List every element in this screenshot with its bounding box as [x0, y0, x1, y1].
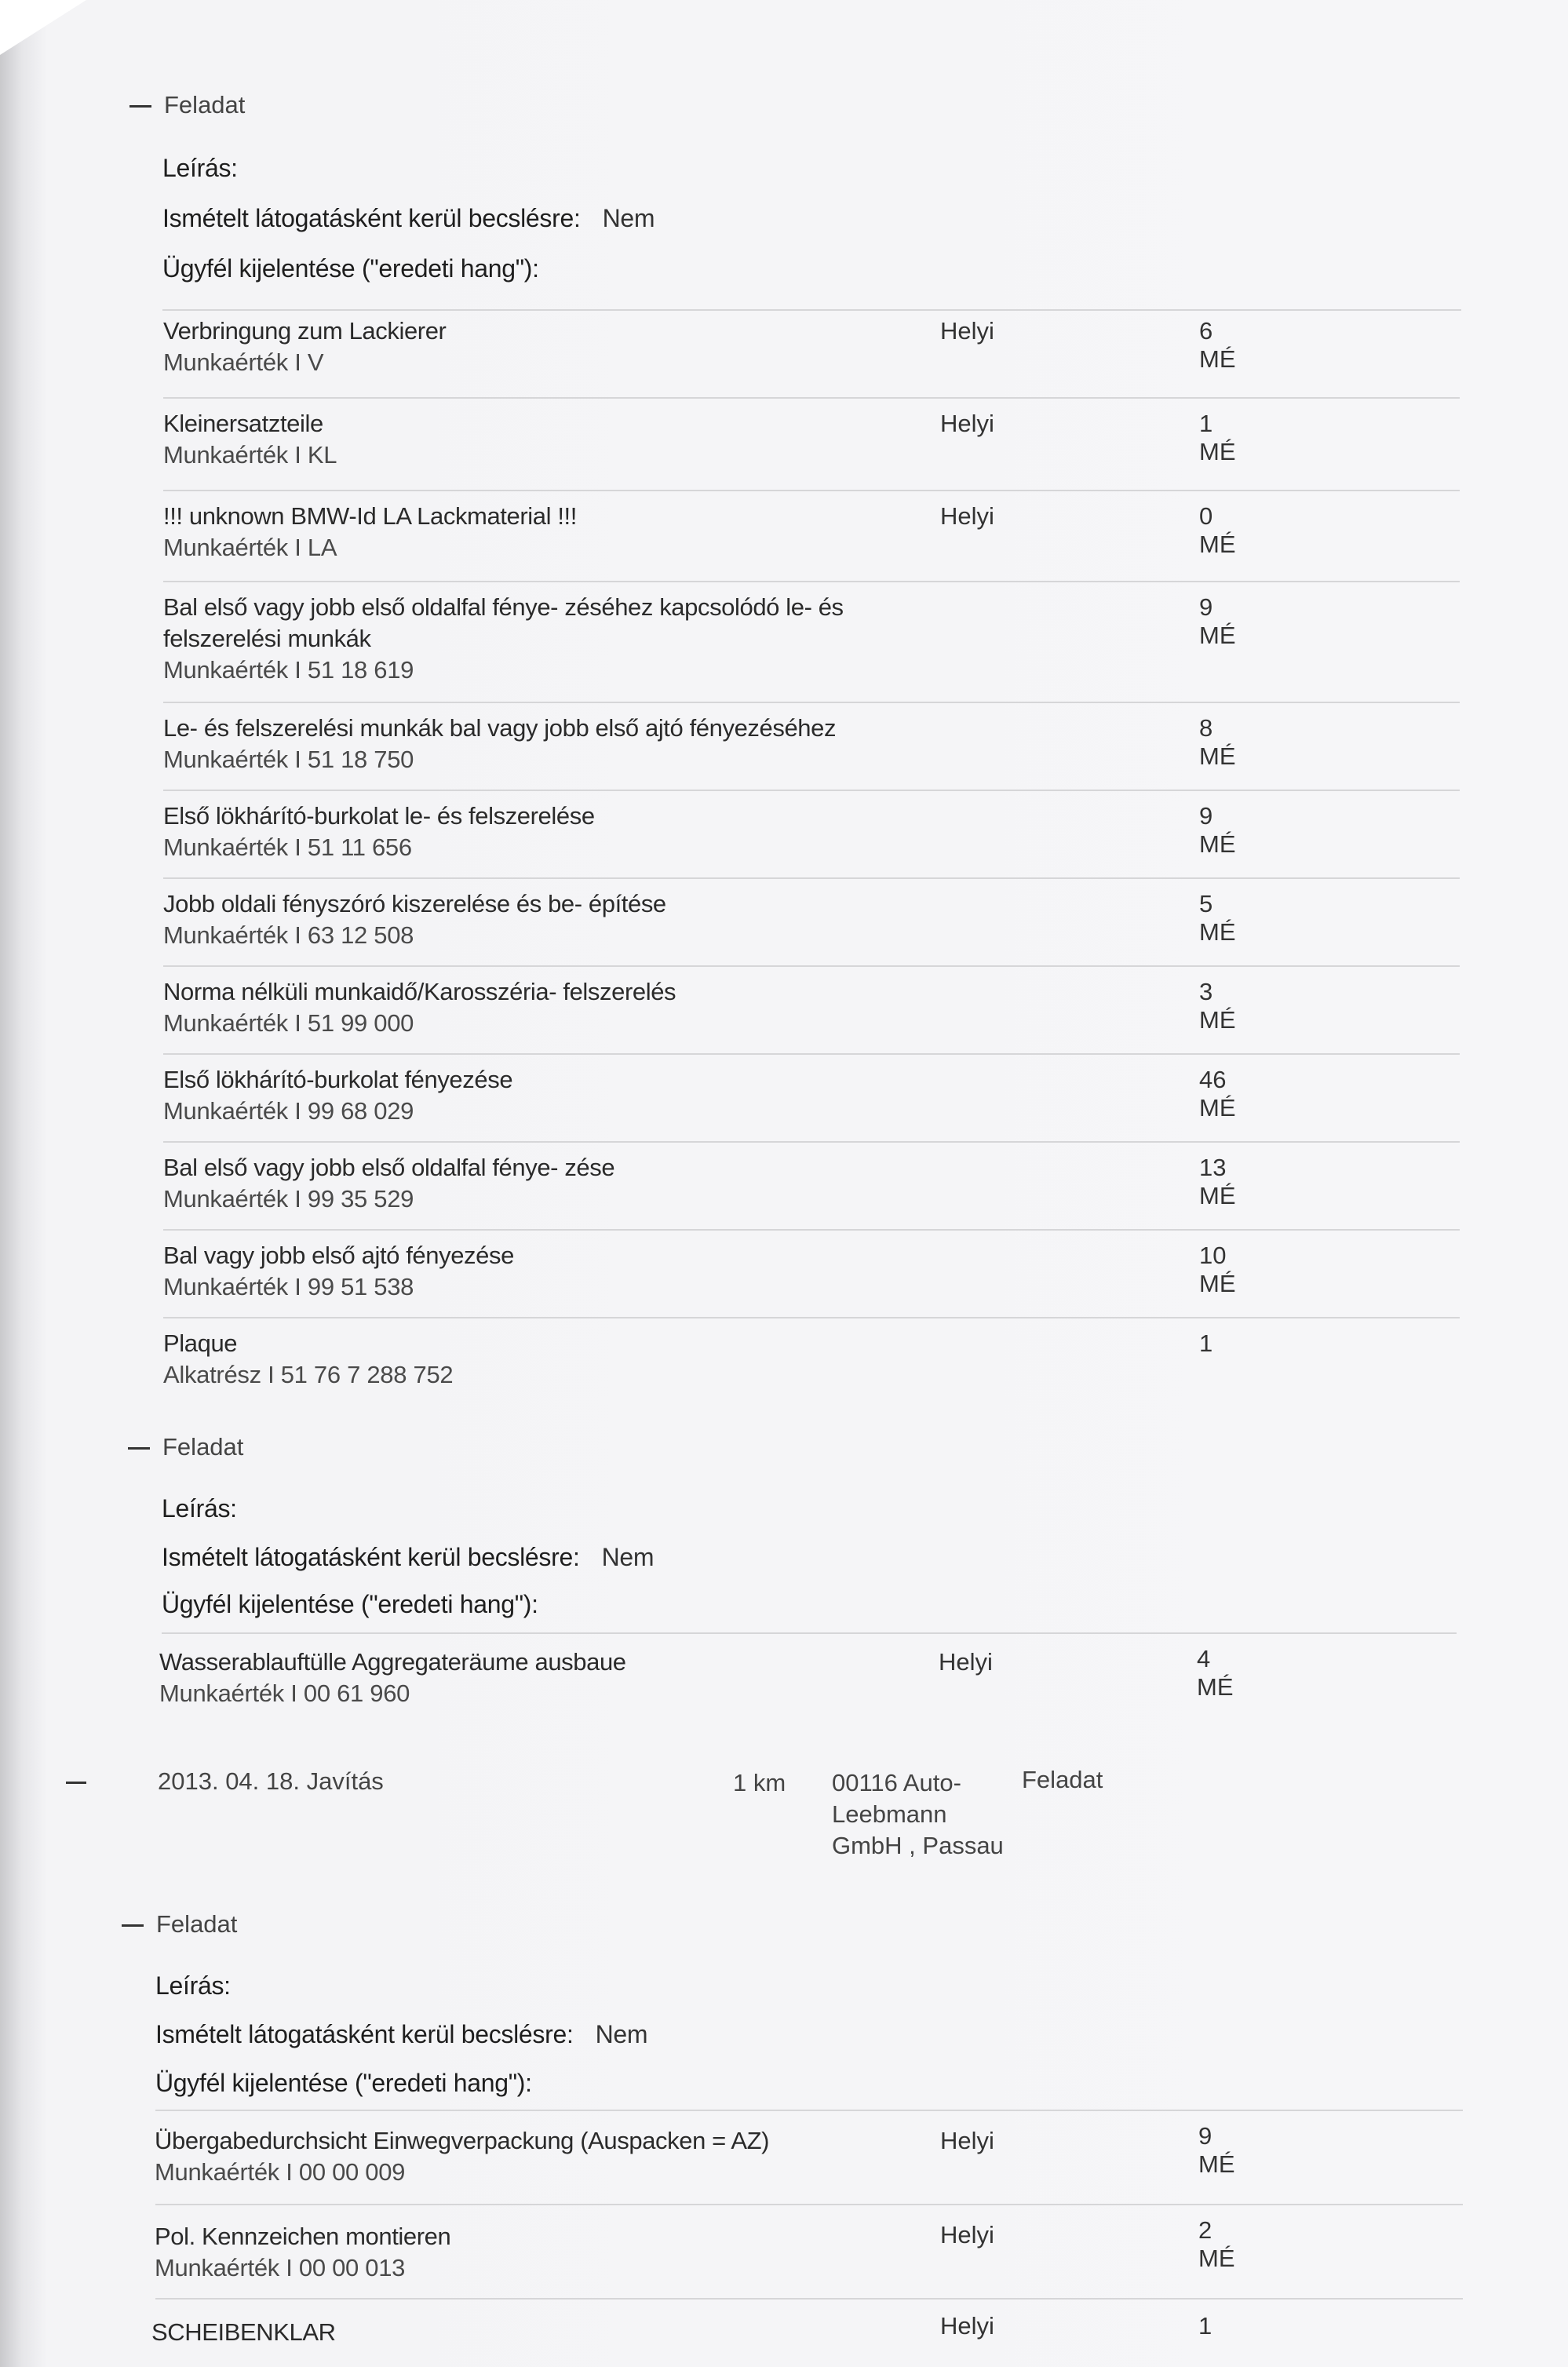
- task-header[interactable]: Feladat: [129, 91, 245, 119]
- divider: [163, 581, 1460, 582]
- folded-corner: [0, 0, 86, 55]
- task-header[interactable]: Feladat: [122, 1910, 237, 1938]
- customer-statement-label: Ügyfél kijelentése ("eredeti hang"):: [162, 1590, 538, 1618]
- item-name: Kleinersatzteile: [163, 410, 323, 437]
- item-location: Helyi: [940, 410, 994, 437]
- description-label: Leírás:: [162, 154, 238, 182]
- document-page: Feladat Leírás: Ismételt látogatásként kerül becslésre: Nem Ügyfél kijelentése ("eredeti hang"): Verbringung zum Lackierer Munkaérték I V Helyi 6 MÉ Kleinersatzteile Munkaérték I KL Helyi 1 MÉ !!! unknown BMW-Id LA Lackmaterial !!! Munkaérték I LA Helyi 0 MÉ Bal első vagy jobb első oldalfal fénye- zéséhez kapcsolódó le- és felszerelési munkák Munkaérték I 51 18 619 9 MÉ Le- és felszerelési munkák bal vagy jobb első ajtó fényezéséhez Munkaérték I 51 18 750 8 MÉ Első lökhárító-burkolat le- és felszerelése Munkaérték I 51 11 656 9 MÉ Jobb oldali fényszóró kiszerelése és be- építése Munkaérték I 63 12 508 5 MÉ Norma nélküli munkaidő/Karosszéria- felszerelés Munkaérték I 51 99 000 3 MÉ Első lökhárító-burkolat fényezése Munkaérték I 99 68 029 46 MÉ Bal első vagy jobb első oldalfal fénye- zése Munkaérték I 99 35 529 13 MÉ Bal vagy jobb első ajtó fényezése Munkaérték I 99 51 538 10 MÉ Plaque Alkatrész I 51 76 7 288 752 1 Feladat Leírás: Ismételt látogatásként kerül becslésre: Nem Ügyfél kijelentése ("eredeti hang"): Wasserablauftülle Aggregateräume ausbaue Munkaérték I 00 61 960 Helyi 4 MÉ 2013. 04. 18. Javítás 1 km 00116 Auto- Leebmann GmbH , Passau Feladat Feladat Leírás: Ismételt látogatásként kerül becslésre: Nem Ügyfél kijelentése ("eredeti hang"): Übergabedurchsicht Einwegverpackung (Auspacken = AZ) Munkaérték I 00 00 009 Helyi 9 MÉ Pol. Kennzeichen montieren Munkaérték I 00 00 013 Helyi 2 MÉ SCHEIBENKLAR Helyi 1: [0, 0, 1568, 2367]
- visit-type: Feladat: [1022, 1766, 1103, 1793]
- item-name: Bal vagy jobb első ajtó fényezése: [163, 1242, 514, 1269]
- collapse-dash-icon[interactable]: [66, 1782, 86, 1784]
- item-name: Első lökhárító-burkolat fényezése: [163, 1066, 513, 1093]
- repeat-visit-value: Nem: [595, 2020, 648, 2048]
- repeat-visit-line: Ismételt látogatásként kerül becslésre: Nem: [162, 1543, 655, 1571]
- item-quantity: 3 MÉ: [1199, 978, 1236, 1034]
- item-name: Verbringung zum Lackierer: [163, 317, 447, 345]
- item-code: Munkaérték I 51 18 750: [163, 746, 414, 773]
- item-name: Plaque: [163, 1329, 238, 1357]
- item-name: Le- és felszerelési munkák bal vagy jobb első ajtó fényezéséhez: [163, 714, 837, 742]
- item-location: Helyi: [940, 502, 994, 530]
- visit-km: 1 km: [733, 1769, 786, 1796]
- item-code: Munkaérték I V: [163, 348, 324, 376]
- customer-statement-label: Ügyfél kijelentése ("eredeti hang"):: [155, 2069, 532, 2097]
- item-code: Munkaérték I KL: [163, 441, 337, 469]
- divider: [155, 2110, 1463, 2111]
- divider: [163, 877, 1460, 879]
- repeat-visit-line: Ismételt látogatásként kerül becslésre: Nem: [162, 204, 655, 232]
- divider: [155, 2298, 1463, 2300]
- item-name: Bal első vagy jobb első oldalfal fénye- zése: [163, 1154, 615, 1181]
- item-code: Munkaérték I 51 99 000: [163, 1009, 414, 1037]
- divider: [155, 2204, 1463, 2205]
- item-quantity: 13 MÉ: [1199, 1154, 1236, 1209]
- repeat-visit-value: Nem: [602, 204, 655, 232]
- item-quantity: 1 MÉ: [1199, 410, 1236, 465]
- divider: [163, 1141, 1460, 1143]
- item-code: Munkaérték I 51 11 656: [163, 833, 412, 861]
- task-header[interactable]: Feladat: [128, 1433, 243, 1461]
- repeat-visit-line: Ismételt látogatásként kerül becslésre: Nem: [155, 2020, 648, 2048]
- repeat-visit-value: Nem: [601, 1543, 655, 1571]
- item-code: Munkaérték I 51 18 619: [163, 656, 414, 684]
- divider: [163, 1229, 1460, 1231]
- item-name: Első lökhárító-burkolat le- és felszerelése: [163, 802, 595, 830]
- item-quantity: 10 MÉ: [1199, 1242, 1236, 1297]
- item-name-cont: felszerelési munkák: [163, 625, 371, 652]
- divider: [163, 790, 1460, 791]
- item-quantity: 1: [1199, 1329, 1213, 1357]
- visit-date-type: 2013. 04. 18. Javítás: [158, 1767, 384, 1795]
- divider: [163, 1317, 1460, 1318]
- item-quantity: 9 MÉ: [1199, 593, 1236, 649]
- visit-dealer: 00116 Auto- Leebmann GmbH , Passau: [832, 1769, 1004, 1859]
- item-name: Jobb oldali fényszóró kiszerelése és be- építése: [163, 890, 666, 917]
- divider: [162, 1632, 1457, 1634]
- collapse-dash-icon: [128, 1447, 150, 1450]
- divider: [163, 1053, 1460, 1055]
- description-label: Leírás:: [155, 1971, 231, 2000]
- collapse-dash-icon: [122, 1924, 144, 1927]
- divider: [163, 702, 1460, 703]
- divider: [163, 397, 1460, 399]
- collapse-dash-icon: [129, 105, 151, 108]
- item-name: !!! unknown BMW-Id LA Lackmaterial !!!: [163, 502, 577, 530]
- divider: [162, 309, 1461, 311]
- item-quantity: 46 MÉ: [1199, 1066, 1236, 1121]
- description-label: Leírás:: [162, 1494, 237, 1523]
- item-quantity: 8 MÉ: [1199, 714, 1236, 770]
- item-code: Alkatrész I 51 76 7 288 752: [163, 1361, 454, 1388]
- item-name: Norma nélküli munkaidő/Karosszéria- felszerelés: [163, 978, 676, 1005]
- item-quantity: 0 MÉ: [1199, 502, 1236, 558]
- divider: [163, 490, 1460, 491]
- item-code: Munkaérték I 99 35 529: [163, 1185, 414, 1213]
- item-code: Munkaérték I 63 12 508: [163, 921, 414, 949]
- item-location: Helyi: [940, 317, 994, 345]
- item-quantity: 5 MÉ: [1199, 890, 1236, 946]
- item-quantity: 9 MÉ: [1199, 802, 1236, 858]
- item-code: Munkaérték I 99 68 029: [163, 1097, 414, 1125]
- customer-statement-label: Ügyfél kijelentése ("eredeti hang"):: [162, 254, 539, 283]
- item-quantity: 6 MÉ: [1199, 317, 1236, 373]
- item-name: Bal első vagy jobb első oldalfal fénye- zéséhez kapcsolódó le- és: [163, 593, 844, 621]
- item-code: Munkaérték I LA: [163, 534, 337, 561]
- item-code: Munkaérték I 99 51 538: [163, 1273, 414, 1300]
- divider: [163, 965, 1460, 967]
